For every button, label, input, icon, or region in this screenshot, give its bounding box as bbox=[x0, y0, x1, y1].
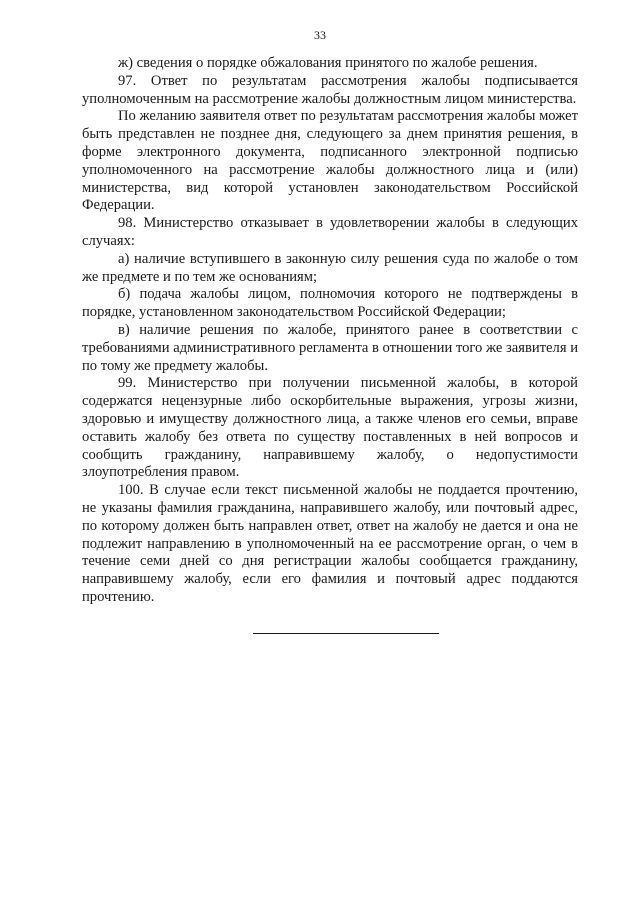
paragraph-98-b: б) подача жалобы лицом, полномочия которого не подтверждены в порядке, установленном законодательством Российской Федерации; bbox=[82, 286, 578, 321]
end-divider-line bbox=[253, 633, 439, 634]
paragraph-99: 99. Министерство при получении письменной жалобы, в которой содержатся нецензурные либо оскорбительные выражения, угрозы жизни, здоровью и имуществу должностного лица, а также членов его семьи, вправе оставить жалобу без ответа по существу поставленных в ней вопросов и сообщить гражданину, направившему жалобу, о недопустимости злоупотребления правом. bbox=[82, 375, 578, 481]
paragraph-97-electronic-response: По желанию заявителя ответ по результатам рассмотрения жалобы может быть представлен не позднее дня, следующего за днем принятия решения, в форме электронного документа, подписанного электронной подписью уполномоченного на рассмотрение жалобы должностного лица и (или) министерства, вид которой установлен законодательством Российской Федерации. bbox=[82, 108, 578, 214]
paragraph-appeal-procedure-info: ж) сведения о порядке обжалования принятого по жалобе решения. bbox=[118, 55, 538, 71]
paragraph-98: 98. Министерство отказывает в удовлетворении жалобы в следующих случаях: bbox=[82, 215, 578, 249]
paragraph-97: 97. Ответ по результатам рассмотрения жалобы подписывается уполномоченным на рассмотрение жалобы должностным лицом министерства. bbox=[82, 72, 578, 107]
paragraph-98-a: а) наличие вступившего в законную силу решения суда по жалобе о том же предмете и по тем же основаниям; bbox=[82, 250, 578, 285]
paragraph-98-v: в) наличие решения по жалобе, принятого ранее в соответствии с требованиями административного регламента в отношении того же заявителя и по тому же предмету жалобы. bbox=[82, 321, 578, 374]
document-body bbox=[82, 55, 578, 607]
page-number: 33 bbox=[314, 28, 326, 42]
paragraph-100: 100. В случае если текст письменной жалобы не поддается прочтению, не указаны фамилия гражданина, направившего жалобу, или почтовый адрес, по которому должен быть направлен ответ, ответ на жалобу не дается и она не подлежит направлению в уполномоченный на ее рассмотрение орган, о чем в течение семи дней со дня регистрации жалобы сообщается гражданину, направившему жалобу, если его фамилия и почтовый адрес поддаются прочтению. bbox=[82, 482, 578, 605]
